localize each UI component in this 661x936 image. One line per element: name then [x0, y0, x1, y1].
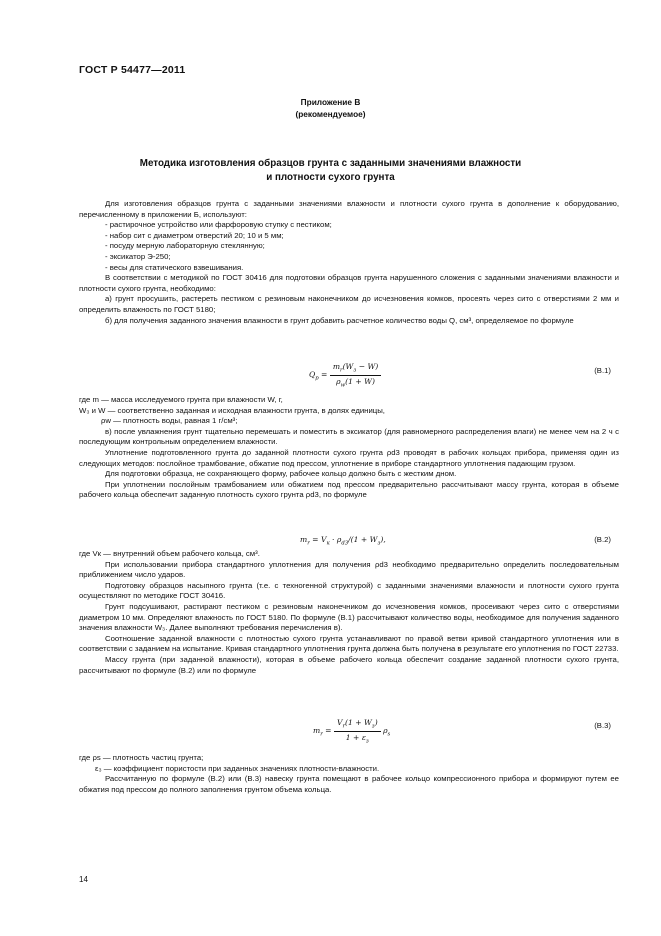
paragraph: а) грунт просушить, растереть пестиком с резиновым наконечником до исчезновения комков, просеять через сито с отверстиями 2 мм и определить влажность по ГОСТ 5180; [79, 294, 619, 314]
paragraph: Рассчитанную по формуле (В.2) или (В.3) навеску грунта помещают в рабочее кольцо компрессионного прибора и формируют путем ее обжатия под прессом до полного заполнения грунтом объема кольца. [79, 774, 619, 794]
text-block-3 [79, 549, 619, 676]
formula-b1: $Q_p$ = $\frac{m_r(W_з - W)}{\rho_w(1 + W)}$ [309, 362, 381, 388]
paragraph: Подготовку образцов насыпного грунта (т.е. с техногенной структурой) с заданными значениями влажности и плотности сухого грунта осуществляют по методике ГОСТ 30416. [79, 580, 619, 601]
legend: ρw — плотность воды, равная 1 г/см³; [101, 416, 238, 426]
annex-title: Приложение В [300, 97, 361, 107]
legend: где ρs — плотность частиц грунта; [79, 753, 204, 762]
paragraph: Массу грунта (при заданной влажности), которая в объеме рабочего кольца обеспечит создание заданной плотности сухого грунта, рассчитывают по формуле (В.2) или по формуле [79, 654, 619, 675]
legend: W₃ и W — соответственно заданная и исходная влажности грунта, в долях единицы, [79, 405, 385, 415]
paragraph: Для подготовки образца, не сохраняющего форму, рабочее кольцо должно быть с жестким дном. [105, 469, 457, 479]
paragraph: При использовании прибора стандартного уплотнения для получения ρd3 необходимо предварительно определить последовательным приближением число ударов. [79, 559, 619, 580]
page-number: 14 [79, 875, 88, 884]
text-block-4 [79, 753, 619, 795]
list-item: - весы для статического взвешивания. [105, 262, 244, 272]
paragraph: Грунт подсушивают, растирают пестиком с резиновым наконечником до исчезновения комков, просеивают через сито с отверстиями диаметром 10 мм. Определяют влажность по ГОСТ 5180. По формуле (В.1) рассчитывают количество воды, необходимое для получения заданного значения влажности W₃. Далее выполняют требования перечисления в). [79, 601, 619, 633]
text-block-1 [79, 199, 619, 326]
legend: где Vк — внутренний объем рабочего кольца, см³. [79, 549, 260, 558]
paragraph: в) после увлажнения грунт тщательно перемешать и поместить в эксикатор (для равномерного распределения влаги) не менее чем на 2 ч с последующим контрольным определением влажности. [79, 426, 619, 447]
paragraph: Уплотнение подготовленного грунта до заданной плотности сухого грунта ρd3 проводят в рабочих кольцах прибора, применяя один из следующих методов: послойное трамбование, обжатие под прессом, уплотнение в приборе стандартного уплотнения падающим грузом. [79, 447, 619, 468]
section-title-line1: Методика изготовления образцов грунта с заданными значениями влажности [139, 158, 522, 169]
formula-number: (В.1) [594, 366, 611, 375]
formula-number: (В.3) [594, 721, 611, 730]
annex-status: (рекомендуемое) [295, 109, 366, 119]
text-block-2 [79, 395, 619, 501]
legend: где m — масса исследуемого грунта при влажности W, г, [79, 395, 283, 404]
formula-b3: $m_r$ = $\frac{V_r(1 + W_з)}{1 + \varepsilon_з}$ $\rho_s$ [313, 718, 391, 745]
formula-number: (В.2) [594, 535, 611, 544]
paragraph: Для изготовления образцов грунта с заданными значениями влажности и плотности сухого грунта в дополнение к оборудованию, перечисленному в приложении Б, используют: [79, 199, 619, 219]
list-item: - посуду мерную лабораторную стеклянную; [105, 241, 265, 251]
list-item: - эксикатор Э-250; [105, 251, 171, 261]
paragraph: Соотношение заданной влажности с плотностью сухого грунта устанавливают по правой ветви кривой стандартного уплотнения или в соответствии с заданием на испытание. Кривая стандартного уплотнения грунта должна быть получена в результате его уплотнения по ГОСТ 22733. [79, 633, 619, 654]
section-title-line2: и плотности сухого грунта [266, 172, 395, 183]
paragraph: При уплотнении послойным трамбованием или обжатием под прессом предварительно рассчитывают массу грунта, которая в объеме рабочего кольца обеспечит заданную плотность сухого грунта ρd3, по формуле [79, 479, 619, 500]
formula-b2: $m_r = V_к \cdot \rho_{d3}/(1 + W_з)$, [300, 535, 386, 547]
standard-header: ГОСТ Р 54477—2011 [79, 64, 186, 76]
legend: ε₃ — коэффициент пористости при заданных значениях плотности-влажности. [95, 763, 380, 773]
list-item: - растирочное устройство или фарфоровую ступку с пестиком; [105, 220, 332, 230]
paragraph: В соответствии с методикой по ГОСТ 30416 для подготовки образцов грунта нарушенного сложения с заданными значениями влажности и плотности сухого грунта, необходимо: [79, 273, 619, 293]
paragraph: б) для получения заданного значения влажности в грунт добавить расчетное количество воды Q, см³, определяемое по формуле [105, 315, 574, 325]
list-item: - набор сит с диаметром отверстий 20; 10 и 5 мм; [105, 230, 284, 240]
